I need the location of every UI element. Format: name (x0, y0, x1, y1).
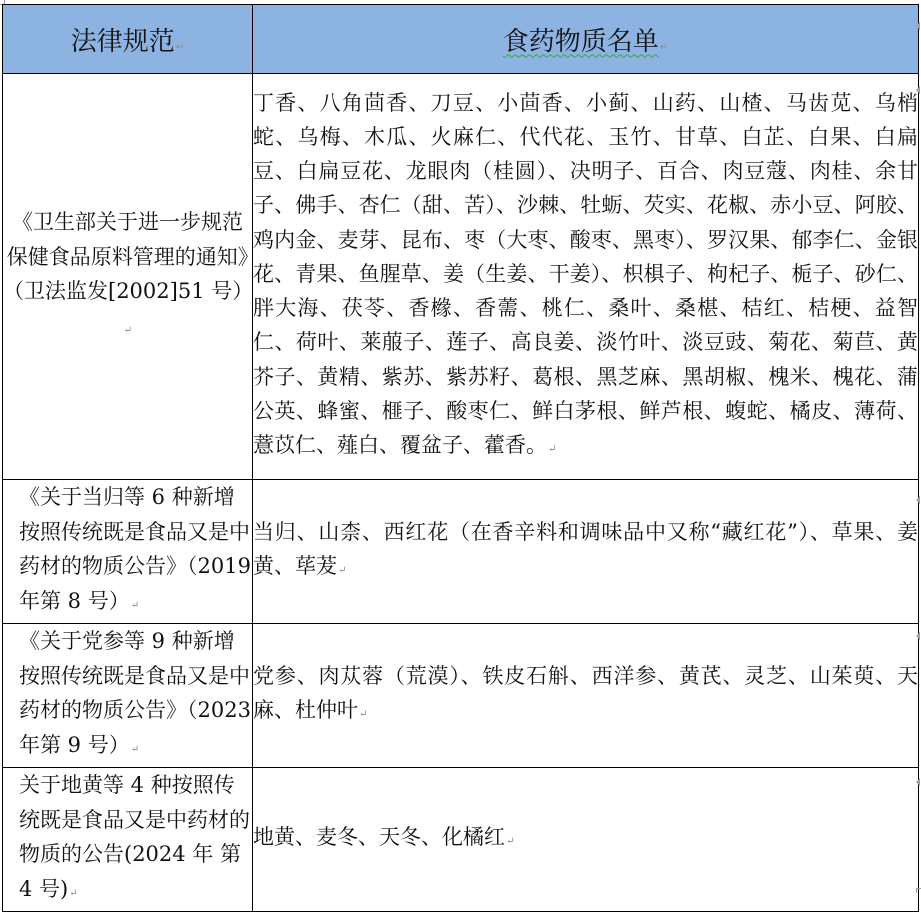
row-end-marker-icon (916, 778, 920, 786)
paragraph-mark-icon: ↵ (659, 41, 669, 53)
law-text: 关于地黄等 4 种按照传统既是食品又是中药材的物质的公告(2024 年 第 4 号) (19, 773, 250, 901)
substance-list-cell (253, 480, 919, 624)
header-list-label: 食药物质名单 (502, 26, 659, 57)
paragraph-mark-icon: ↵ (506, 835, 515, 847)
paragraph-mark-icon: ↵ (175, 41, 185, 53)
header-cell-list (253, 5, 919, 74)
law-cell (3, 768, 253, 912)
paragraph-mark-icon: ↵ (548, 443, 557, 455)
paragraph-mark-icon: ↵ (130, 599, 140, 611)
substance-text: 党参、肉苁蓉（荒漠）、铁皮石斛、西洋参、黄芪、灵芝、山茱萸、天麻、杜仲叶 (253, 663, 918, 722)
row-end-marker-icon (916, 22, 920, 30)
row-end-marker-icon (916, 632, 920, 640)
table-row (3, 624, 919, 768)
substance-list-cell (253, 768, 919, 912)
food-medicine-substance-table (2, 4, 919, 912)
law-cell (3, 480, 253, 624)
substance-text: 当归、山柰、西红花（在香辛料和调味品中又称“藏红花”）、草果、姜黄、荜茇 (253, 519, 918, 578)
table-row (3, 768, 919, 912)
law-text: 《卫生部关于进一步规范保健食品原料管理的通知》（卫法监发[2002]51 号） (3, 210, 254, 303)
substance-list-cell (253, 624, 919, 768)
table-row (3, 74, 919, 480)
row-end-marker-icon (916, 86, 920, 94)
header-cell-law (3, 5, 253, 74)
table-corner-marker (916, 888, 921, 893)
paragraph-mark-icon: ↵ (359, 709, 368, 720)
law-text: 《关于当归等 6 种新增按照传统既是食品又是中药材的物质公告》（2019 年第 8 号） (19, 485, 251, 613)
paragraph-mark-icon: ↵ (130, 743, 140, 755)
substance-text: 地黄、麦冬、天冬、化橘红 (253, 824, 505, 849)
law-text: 《关于党参等 9 种新增按照传统既是食品又是中药材的物质公告》（2023 年第 9 号） (19, 629, 251, 757)
paragraph-mark-icon: ↵ (338, 565, 347, 576)
substance-text: 丁香、八角茴香、刀豆、小茴香、小蓟、山药、山楂、马齿苋、乌梢蛇、乌梅、木瓜、火麻仁、代代花、玉竹、甘草、白芷、白果、白扁豆、白扁豆花、龙眼肉（桂圆）、决明子、百合、肉豆蔻、肉桂、余甘子、佛手、杏仁（甜、苦）、沙棘、牡蛎、芡实、花椒、赤小豆、阿胶、鸡内金、麦芽、昆布、枣（大枣、酸枣、黑枣）、罗汉果、郁李仁、金银花、青果、鱼腥草、姜（生姜、干姜）、枳椇子、枸杞子、栀子、砂仁、胖大海、茯苓、香橼、香薷、桃仁、桑叶、桑椹、桔红、桔梗、益智仁、荷叶、莱菔子、莲子、高良姜、淡竹叶、淡豆豉、菊花、菊苣、黄芥子、黄精、紫苏、紫苏籽、葛根、黑芝麻、黑胡椒、槐米、槐花、蒲公英、蜂蜜、榧子、酸枣仁、鲜白茅根、鲜芦根、蝮蛇、橘皮、薄荷、薏苡仁、薤白、覆盆子、藿香。 (253, 90, 918, 457)
table-header-row (3, 5, 919, 74)
paragraph-mark-icon: ↵ (69, 887, 78, 899)
law-cell (3, 74, 253, 480)
header-law-label: 法律规范 (70, 26, 175, 57)
paragraph-mark-icon: ↵ (123, 324, 133, 336)
table-row (3, 480, 919, 624)
substance-list-cell (253, 74, 919, 480)
row-end-marker-icon (916, 496, 920, 504)
law-cell (3, 624, 253, 768)
